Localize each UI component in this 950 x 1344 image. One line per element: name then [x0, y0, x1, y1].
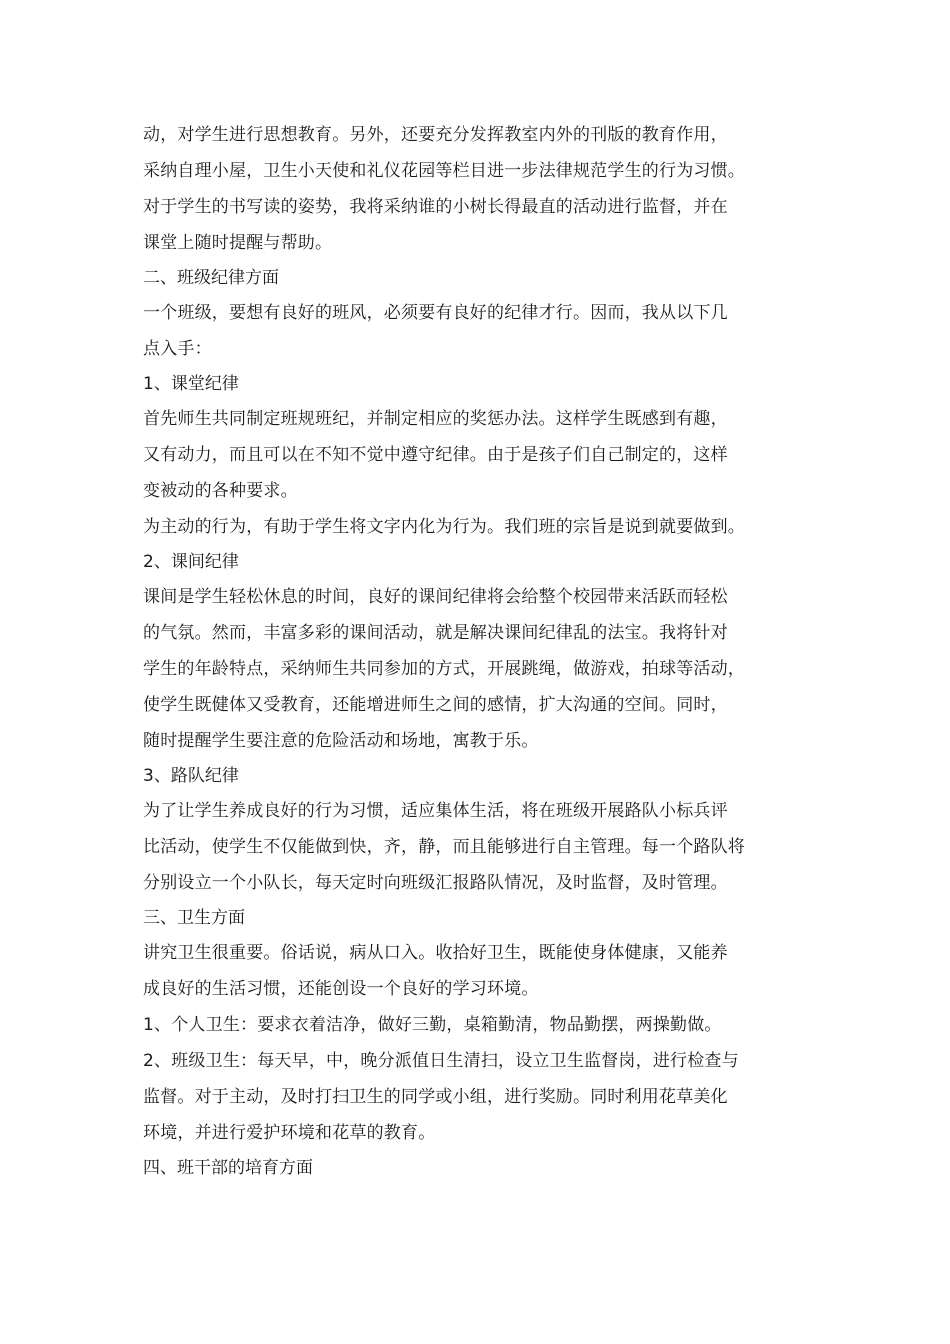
body-line: 随时提醒学生要注意的危险活动和场地，寓教于乐。 [143, 731, 539, 751]
section-heading: 二、班级纪律方面 [143, 268, 279, 288]
body-line: 使学生既健体又受教育，还能增进师生之间的感情，扩大沟通的空间。同时， [143, 695, 728, 715]
document-body [143, 117, 823, 1185]
section-heading: 三、卫生方面 [143, 908, 245, 928]
body-line: 学生的年龄特点，采纳师生共同参加的方式，开展跳绳，做游戏，拍球等活动， [143, 659, 745, 679]
body-line: 分别设立一个小队长，每天定时向班级汇报路队情况，及时监督，及时管理。 [143, 873, 728, 893]
body-line: 课间是学生轻松休息的时间，良好的课间纪律将会给整个校园带来活跃而轻松 [143, 587, 728, 607]
body-line: 成良好的生活习惯，还能创设一个良好的学习环境。 [143, 979, 539, 999]
body-line: 比活动，使学生不仅能做到快，齐，静，而且能够进行自主管理。每一个路队将 [143, 837, 745, 857]
body-line: 2、班级卫生：每天早，中，晚分派值日生清扫，设立卫生监督岗，进行检查与 [143, 1051, 739, 1071]
body-line: 课堂上随时提醒与帮助。 [143, 233, 333, 253]
body-line: 首先师生共同制定班规班纪，并制定相应的奖惩办法。这样学生既感到有趣， [143, 409, 728, 429]
body-line: 采纳自理小屋，卫生小天使和礼仪花园等栏目进一步法律规范学生的行为习惯。 [143, 161, 745, 181]
body-line: 又有动力，而且可以在不知不觉中遵守纪律。由于是孩子们自己制定的，这样 [143, 445, 728, 465]
section-heading: 四、班干部的培育方面 [143, 1158, 313, 1178]
subsection-heading: 2、课间纪律 [143, 552, 239, 572]
body-line: 为了让学生养成良好的行为习惯，适应集体生活，将在班级开展路队小标兵评 [143, 801, 728, 821]
body-line: 点入手： [143, 339, 212, 359]
subsection-heading: 1、课堂纪律 [143, 374, 239, 394]
body-line: 变被动的各种要求。 [143, 481, 298, 501]
body-line: 环境，并进行爱护环境和花草的教育。 [143, 1123, 436, 1143]
body-line: 讲究卫生很重要。俗话说，病从口入。收拾好卫生，既能使身体健康，又能养 [143, 943, 728, 963]
body-line: 一个班级，要想有良好的班风，必须要有良好的纪律才行。因而，我从以下几 [143, 303, 728, 323]
body-line: 动，对学生进行思想教育。另外，还要充分发挥教室内外的刊版的教育作用， [143, 125, 728, 145]
body-line: 1、个人卫生：要求衣着洁净，做好三勤，桌箱勤清，物品勤摆，两操勤做。 [143, 1015, 722, 1035]
body-line: 对于学生的书写读的姿势，我将采纳谁的小树长得最直的活动进行监督，并在 [143, 197, 728, 217]
body-line: 为主动的行为，有助于学生将文字内化为行为。我们班的宗旨是说到就要做到。 [143, 517, 745, 537]
body-line: 监督。对于主动，及时打扫卫生的同学或小组，进行奖励。同时利用花草美化 [143, 1087, 728, 1107]
body-line: 的气氛。然而，丰富多彩的课间活动，就是解决课间纪律乱的法宝。我将针对 [143, 623, 728, 643]
subsection-heading: 3、路队纪律 [143, 766, 239, 786]
